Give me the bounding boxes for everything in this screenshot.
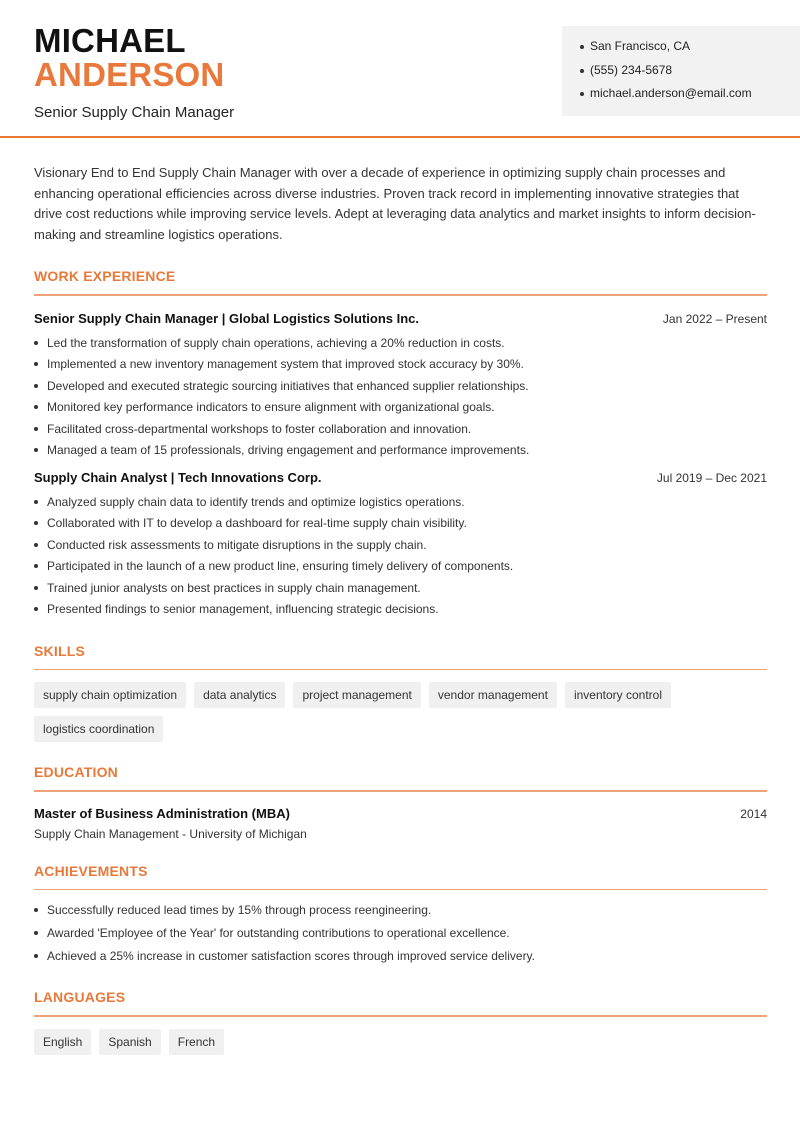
section-title-achievements: ACHIEVEMENTS [34, 862, 148, 879]
bullet-icon [580, 69, 584, 73]
section-title-work: WORK EXPERIENCE [34, 268, 176, 285]
achievements-list [34, 902, 767, 971]
work-section [34, 268, 767, 623]
bullet-icon [34, 543, 38, 547]
graduation-year: 2014 [740, 806, 767, 821]
achievement-text: Achieved a 25% increase in customer satisfaction scores through improved service delivery. [47, 949, 536, 964]
list-item [34, 494, 767, 516]
list-item [34, 399, 767, 421]
name-block [34, 24, 234, 121]
bullet-text: Developed and executed strategic sourcing initiatives that enhanced supplier relationships. [47, 378, 529, 393]
bullet-text: Presented findings to senior management, influencing strategic decisions. [47, 602, 439, 617]
resume-body [34, 138, 767, 1055]
job-bullets [34, 494, 767, 623]
list-item [34, 442, 767, 464]
section-title-skills: SKILLS [34, 642, 85, 659]
bullet-text: Trained junior analysts on best practices in supply chain management. [47, 580, 421, 595]
bullet-icon [34, 362, 38, 366]
list-item [34, 948, 767, 971]
education-entry [34, 806, 767, 841]
bullet-icon [34, 500, 38, 504]
list-item [34, 902, 767, 925]
list-item [34, 558, 767, 580]
list-item [34, 601, 767, 623]
bullet-text: Analyzed supply chain data to identify trends and optimize logistics operations. [47, 494, 465, 509]
bullet-icon [34, 586, 38, 590]
bullet-icon [34, 521, 38, 525]
skills-chips [34, 682, 767, 742]
section-title-languages: LANGUAGES [34, 989, 126, 1006]
bullet-text: Monitored key performance indicators to ensure alignment with organizational goals. [47, 400, 495, 415]
job-title: Senior Supply Chain Manager [34, 104, 235, 121]
summary: Visionary End to End Supply Chain Manager with over a decade of experience in optimizing supply chain processes and enhancing operational efficiencies across diverse industries. Proven track record in implementing innovative strategies that drive cost reductions while improving service levels. Adept at leveraging data analytics and market insights to inform decision-making and streamline logistics operations. [34, 165, 756, 242]
job-bullets [34, 335, 767, 464]
job-dates: Jul 2019 – Dec 2021 [656, 470, 767, 485]
last-name: ANDERSON [34, 56, 225, 93]
degree: Master of Business Administration (MBA) [34, 805, 290, 821]
list-item [34, 580, 767, 602]
bullet-icon [34, 405, 38, 409]
section-divider [34, 294, 767, 296]
job-dates: Jan 2022 – Present [662, 311, 767, 326]
bullet-icon [34, 931, 38, 935]
language-chip: English [34, 1029, 91, 1055]
job-entry [34, 470, 767, 623]
bullet-icon [34, 427, 38, 431]
school: Supply Chain Management - University of Michigan [34, 826, 307, 841]
skill-chip: inventory control [565, 682, 671, 708]
section-divider [34, 1015, 767, 1017]
bullet-icon [34, 908, 38, 912]
section-divider [34, 790, 767, 792]
job-heading: Supply Chain Analyst | Tech Innovations Corp. [34, 469, 322, 485]
bullet-text: Participated in the launch of a new product line, ensuring timely delivery of components. [47, 559, 514, 574]
bullet-text: Managed a team of 15 professionals, driving engagement and performance improvements. [47, 443, 530, 458]
skill-chip: supply chain optimization [34, 682, 186, 708]
achievement-text: Awarded 'Employee of the Year' for outstanding contributions to operational excellence. [47, 926, 510, 941]
bullet-icon [34, 954, 38, 958]
list-item [34, 356, 767, 378]
bullet-icon [34, 384, 38, 388]
list-item [34, 378, 767, 400]
skill-chip: project management [293, 682, 420, 708]
list-item [34, 421, 767, 443]
language-chips [34, 1029, 767, 1055]
contact-phone [580, 63, 800, 87]
list-item [34, 537, 767, 559]
list-item [34, 515, 767, 537]
bullet-text: Led the transformation of supply chain operations, achieving a 20% reduction in costs. [47, 335, 505, 350]
bullet-icon [34, 564, 38, 568]
skill-chip: logistics coordination [34, 716, 163, 742]
bullet-text: Facilitated cross-departmental workshops to foster collaboration and innovation. [47, 421, 472, 436]
job-heading: Senior Supply Chain Manager | Global Logistics Solutions Inc. [34, 310, 420, 326]
bullet-text: Collaborated with IT to develop a dashboard for real-time supply chain visibility. [47, 516, 467, 531]
skill-chip: data analytics [194, 682, 285, 708]
education-section [34, 764, 767, 841]
achievements-section [34, 863, 767, 972]
bullet-text: Implemented a new inventory management system that improved stock accuracy by 30%. [47, 357, 524, 372]
skill-chip: vendor management [429, 682, 557, 708]
job-entry [34, 311, 767, 464]
contact-location [580, 39, 800, 63]
bullet-icon [580, 45, 584, 49]
first-name: MICHAEL [34, 22, 186, 59]
skills-section [34, 643, 767, 743]
language-chip: French [169, 1029, 224, 1055]
section-divider [34, 889, 767, 891]
languages-section [34, 989, 767, 1055]
phone-text: (555) 234-5678 [590, 62, 673, 77]
location-text: San Francisco, CA [590, 39, 691, 53]
contact-email[interactable] [580, 86, 800, 110]
language-chip: Spanish [99, 1029, 160, 1055]
section-title-education: EDUCATION [34, 764, 118, 781]
bullet-text: Conducted risk assessments to mitigate disruptions in the supply chain. [47, 537, 427, 552]
resume-header [0, 0, 800, 138]
section-divider [34, 669, 767, 671]
list-item [34, 925, 767, 948]
list-item [34, 335, 767, 357]
email-text[interactable]: michael.anderson@email.com [590, 86, 752, 100]
bullet-icon [34, 341, 38, 345]
bullet-icon [580, 92, 584, 96]
bullet-icon [34, 448, 38, 452]
achievement-text: Successfully reduced lead times by 15% through process reengineering. [47, 903, 432, 918]
contact-box [562, 26, 800, 116]
bullet-icon [34, 607, 38, 611]
